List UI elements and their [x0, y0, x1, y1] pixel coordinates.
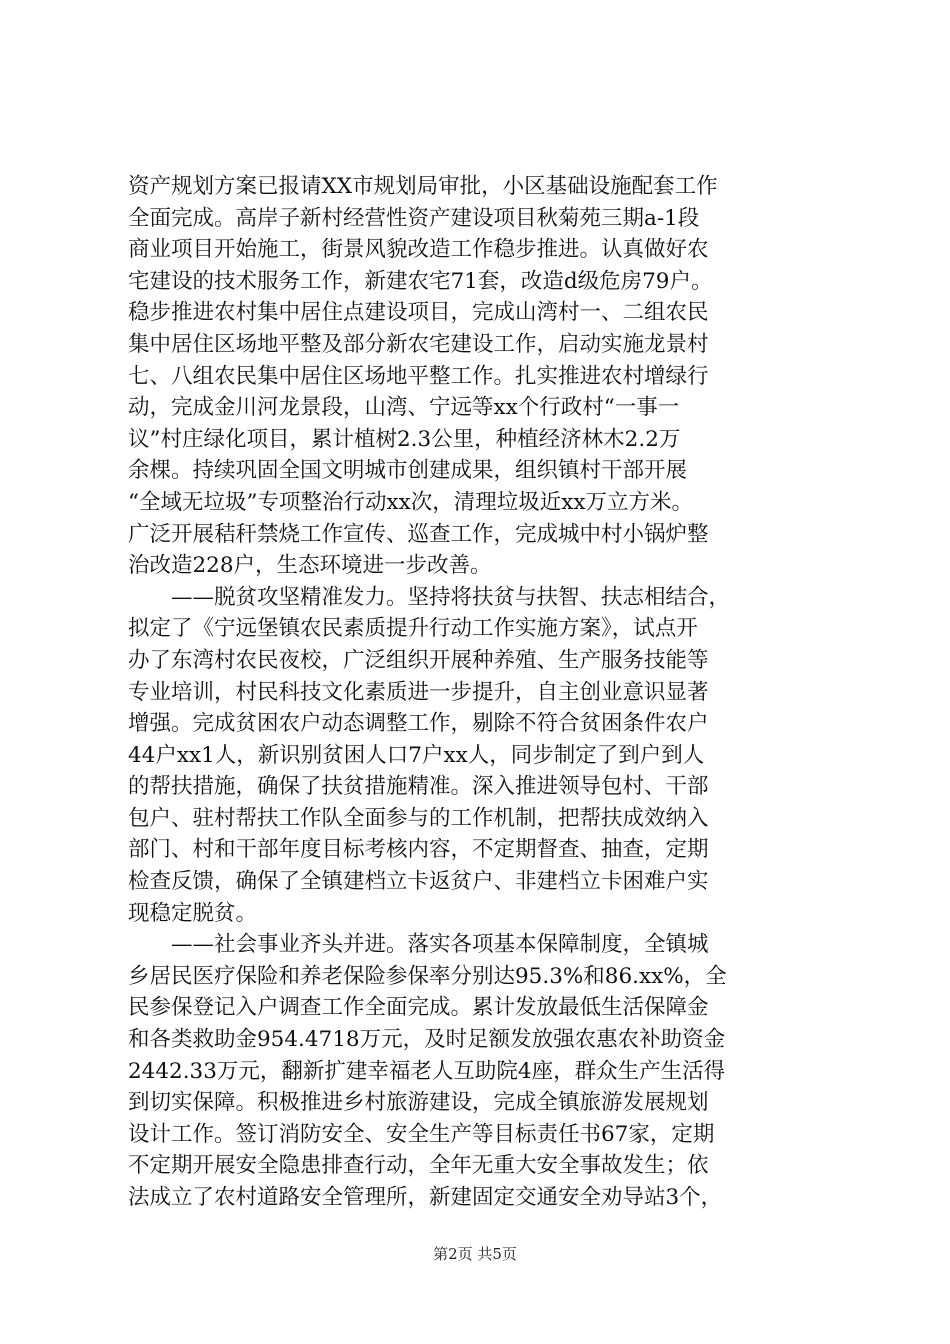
text-line: 余棵。持续巩固全国文明城市创建成果，组织镇村干部开展	[128, 458, 688, 484]
text-line: 稳步推进农村集中居住点建设项目，完成山湾村一、二组农民	[128, 300, 709, 326]
text-line: 到切实保障。积极推进乡村旅游建设，完成全镇旅游发展规划	[128, 1090, 709, 1116]
text-line: 动，完成金川河龙景段，山湾、宁远等xx个行政村“一事一	[128, 395, 680, 421]
text-line: 拟定了《宁远堡镇农民素质提升行动工作实施方案》，试点开	[128, 616, 698, 642]
text-line: 设计工作。签订消防安全、安全生产等目标责任书67家，定期	[128, 1121, 715, 1147]
text-line: 商业项目开始施工，街景风貌改造工作稳步推进。认真做好农	[128, 237, 709, 263]
text-line: 七、八组农民集中居住区场地平整工作。扎实推进农村增绿行	[128, 363, 709, 389]
text-line: 资产规划方案已报请XX市规划局审批，小区基础设施配套工作	[128, 174, 718, 199]
page-footer: 第2页 共5页	[433, 1245, 517, 1263]
text-line: 法成立了农村道路安全管理所，新建固定交通安全劝导站3个，	[128, 1185, 723, 1210]
text-line: 办了东湾村农民夜校，广泛组织开展种养殖、生产服务技能等	[128, 647, 709, 673]
text-line: 治改造228户，生态环境进一步改善。	[128, 553, 492, 579]
text-line: 宅建设的技术服务工作，新建农宅71套，改造d级危房79户。	[128, 268, 713, 294]
text-line: ——社会事业齐头并进。落实各项基本保障制度，全镇城	[128, 932, 709, 958]
text-line: 专业培训，村民科技文化素质进一步提升，自主创业意识显著	[128, 679, 709, 705]
text-line: 的帮扶措施，确保了扶贫措施精准。深入推进领导包村、干部	[128, 774, 709, 800]
text-line: 增强。完成贫困农户动态调整工作，剔除不符合贫困条件农户	[128, 711, 709, 737]
text-line: 广泛开展秸秆禁烧工作宣传、巡查工作，完成城中村小锅炉整	[128, 521, 709, 547]
text-line: 检查反馈，确保了全镇建档立卡返贫户、非建档立卡困难户实	[128, 869, 709, 895]
text-line: 包户、驻村帮扶工作队全面参与的工作机制，把帮扶成效纳入	[128, 805, 709, 831]
text-line: 乡居民医疗保险和养老保险参保率分别达95.3%和86.xx%，全	[128, 963, 727, 989]
text-line: 民参保登记入户调查工作全面完成。累计发放最低生活保障金	[128, 995, 709, 1021]
text-line: 议”村庄绿化项目，累计植树2.3公里，种植经济林木2.2万	[128, 426, 681, 452]
text-line: 2442.33万元，翻新扩建幸福老人互助院4座，群众生产生活得	[128, 1058, 726, 1084]
text-line: 现稳定脱贫。	[128, 900, 258, 926]
text-line: 44户xx1人，新识别贫困人口7户xx人，同步制定了到户到人	[128, 742, 705, 768]
text-line: 部门、村和干部年度目标考核内容，不定期督查、抽查，定期	[128, 837, 709, 863]
text-line: ——脱贫攻坚精准发力。坚持将扶贫与扶智、扶志相结合，	[128, 584, 731, 610]
body-text	[128, 171, 834, 1214]
text-line: 不定期开展安全隐患排查行动，全年无重大安全事故发生；依	[128, 1153, 709, 1179]
text-line: 和各类救助金954.4718万元，及时足额发放强农惠农补助资金	[128, 1027, 726, 1053]
text-line: 全面完成。高岸子新村经营性资产建设项目秋菊苑三期a-1段	[128, 205, 700, 231]
text-line: “全域无垃圾”专项整治行动xx次，清理垃圾近xx万立方米。	[128, 489, 693, 515]
text-line: 集中居住区场地平整及部分新农宅建设工作，启动实施龙景村	[128, 331, 709, 357]
